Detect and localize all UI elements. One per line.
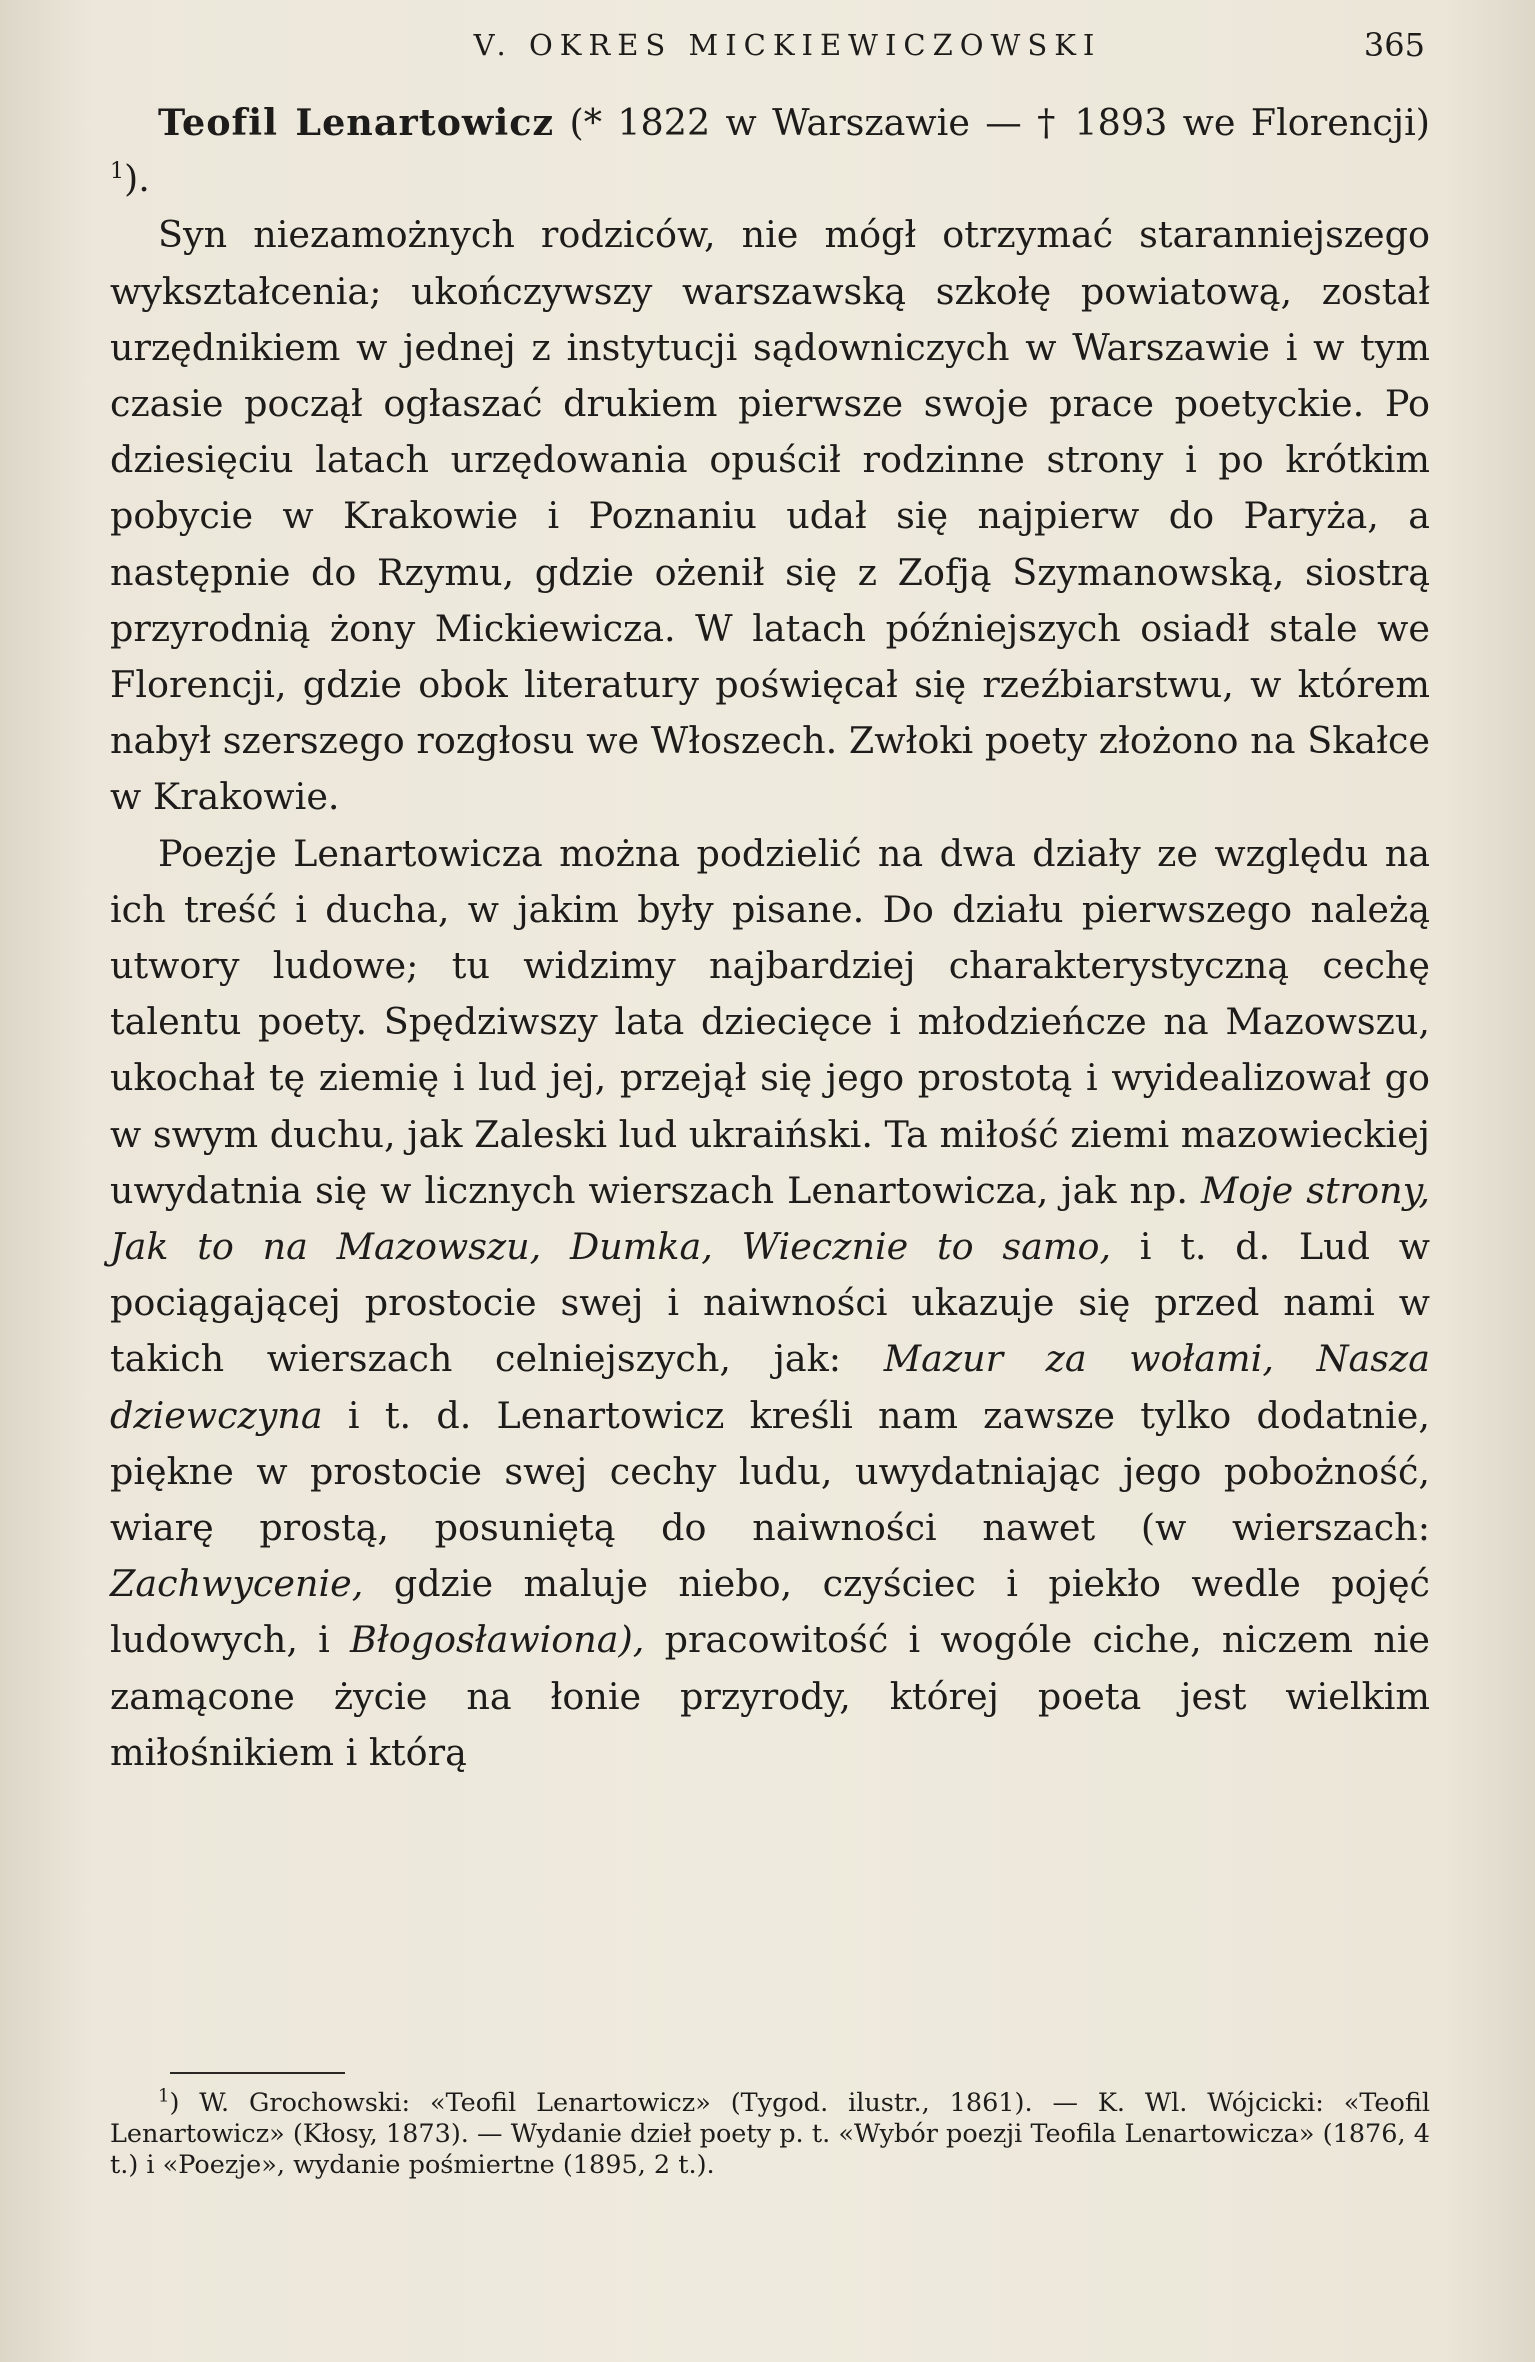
work-title: Mazur za wołami, bbox=[883, 1337, 1274, 1381]
footnote-reference: 1 bbox=[110, 159, 124, 185]
footnote-text: ) W. Grochowski: «Teofil Lenartowicz» (Tygod. ilustr., 1861). — K. Wl. Wójcicki: «Teofil Lenartowicz» (Kłosy, 1873). — Wydanie dzieł poety p. t. «Wybór poezji Teofila Lenartowicza» (1876, 4 t.) i «Poezje», wydanie pośmiertne (1895, 2 t.). bbox=[110, 2088, 1430, 2180]
footnote-divider bbox=[170, 2072, 345, 2074]
paragraph-text: pracowitość i wogóle ciche, niczem nie zamącone życie na łonie przyrody, której poeta jest wielkim miłośnikiem i którą bbox=[110, 1618, 1430, 1774]
page-header bbox=[110, 28, 1425, 78]
work-title: Dumka, bbox=[570, 1225, 713, 1269]
work-title: Moje strony, bbox=[1201, 1168, 1430, 1212]
paragraph-text: gdzie maluje niebo, czyściec i piekło wedle pojęć ludowych, i bbox=[110, 1562, 1430, 1662]
footnote-reference-close: ). bbox=[124, 157, 150, 201]
footnote bbox=[110, 2085, 1430, 2181]
entry-heading bbox=[110, 95, 1430, 207]
running-title: V. OKRES MICKIEWICZOWSKI bbox=[473, 28, 1102, 62]
author-name: Teofil Lenartowicz bbox=[158, 101, 555, 144]
paragraph-poetry bbox=[110, 826, 1430, 1781]
work-title: Wiecznie to samo, bbox=[741, 1225, 1112, 1269]
paragraph-text: Poezje Lenartowicza można podzielić na dwa działy ze względu na ich treść i ducha, w jakim były pisane. Do działu pierwszego należą utwory ludowe; tu widzimy najbardziej charakterystyczną cechę talentu poety. Spędziwszy lata dziecięce i młodzieńcze na Mazowszu, ukochał tę ziemię i lud jej, przejął się jego prostotą i wyidealizował go w swym duchu, jak Zaleski lud ukraiński. Ta miłość ziemi mazowieckiej uwydatnia się w licznych wierszach Lenartowicza, jak np. bbox=[110, 831, 1430, 1212]
paragraph-biography: Syn niezamożnych rodziców, nie mógł otrzymać staranniejszego wykształcenia; ukończywszy warszawską szkołę powiatową, został urzędnikiem w jednej z instytucji sądowniczych w Warszawie i w tym czasie począł ogłaszać drukiem pierwsze swoje prace poetyckie. Po dziesięciu latach urzędowania opuścił rodzinne strony i po krótkim pobycie w Krakowie i Poznaniu udał się najpierw do Paryża, a następnie do Rzymu, gdzie ożenił się z Zofją Szymanowską, siostrą przyrodnią żony Mickiewicza. W latach późniejszych osiadł stale we Florencji, gdzie obok literatury poświęcał się rzeźbiarstwu, w którem nabył szerszego rozgłosu we Włoszech. Zwłoki poety złożono na Skałce w Krakowie. bbox=[110, 213, 1430, 819]
work-title: Jak to na Mazowszu, bbox=[110, 1225, 542, 1269]
work-title: Zachwycenie, bbox=[110, 1562, 364, 1606]
paragraph-text: i t. d. Lud w pociągającej prostocie swej i naiwności ukazuje się przed nami w takich wierszach celniejszych, jak: bbox=[110, 1225, 1431, 1381]
main-text bbox=[110, 95, 1430, 1781]
footnote-mark: 1 bbox=[158, 2085, 170, 2107]
author-dates: (* 1822 w Warszawie — † 1893 we Florencji) bbox=[569, 101, 1431, 144]
paragraph-text: i t. d. Lenartowicz kreśli nam zawsze tylko dodatnie, piękne w prostocie swej cechy ludu, uwydatniając jego pobożność, wiarę prostą, posuniętą do naiwności nawet (w wierszach: bbox=[110, 1393, 1430, 1550]
page-number: 365 bbox=[1363, 26, 1425, 64]
work-title: Błogosławiona), bbox=[350, 1618, 645, 1662]
work-title: Nasza dziewczyna bbox=[110, 1337, 1430, 1437]
